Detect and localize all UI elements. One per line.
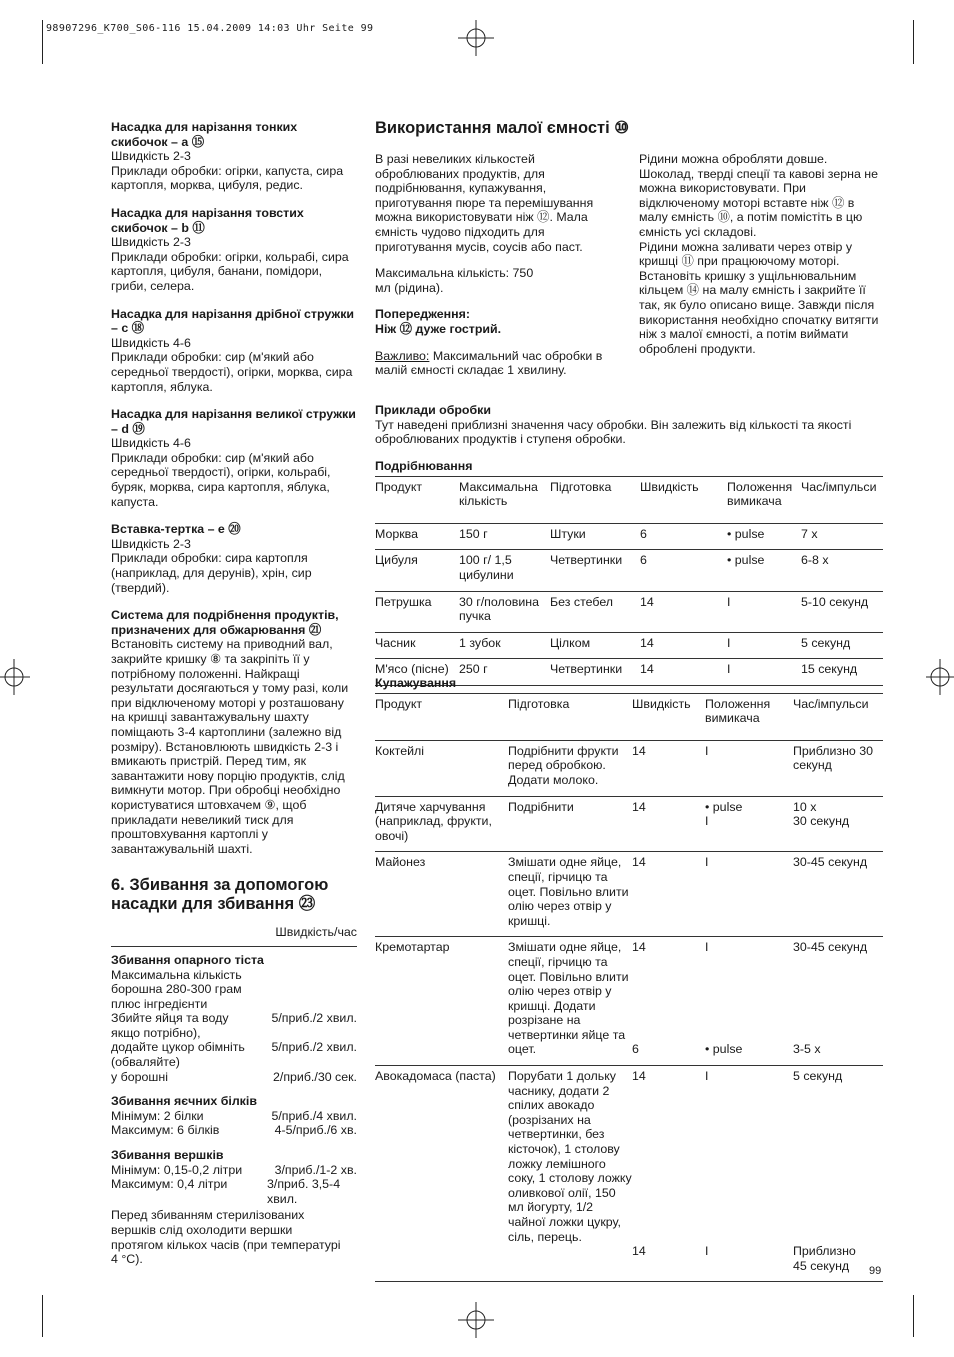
important-label: Важливо:: [375, 348, 430, 363]
cream-speed: 3/приб./1-2 хв.: [274, 1162, 357, 1177]
table-cell: 30-45 секунд 3-5 x: [793, 937, 883, 1066]
table-cell: • pulse I: [705, 796, 793, 852]
table-cell: Штуки: [550, 523, 640, 550]
cream-step: Максимум: 0,4 літри: [111, 1177, 228, 1192]
column-header: Швидкість: [632, 694, 705, 741]
table-cell: Порубати 1 дольку часнику, додати 2 спілих авокадо (розрізаних на четвертинки, без кісточок), 1 столову ложку лемішного соку, 1 столову ложку оливкової олії, 150 мл йогурту, 1/2 чайної ложки цукру, сіль, перець.: [508, 1066, 632, 1282]
important-body: Максимальний час обробки в малій ємності складає 1 хвилину.: [375, 348, 603, 378]
table-row: [375, 550, 883, 591]
table-cell: 14: [632, 796, 705, 852]
section-title: Насадка для нарізання тонких скибочок – а ⑮: [111, 120, 298, 149]
table-cell: Коктейлі: [375, 740, 508, 796]
table-cell: 100 г/ 1,5 цибулини: [459, 550, 550, 591]
table-row: [375, 1066, 883, 1282]
table-cell: 30 г/половина пучка: [459, 591, 550, 632]
section-title: Насадка для нарізання товстих скибочок – b ⑪: [111, 205, 304, 235]
table-cell: 5 секунд: [801, 632, 883, 659]
dough-step: додайте цукор обімніть (обваляйте): [111, 1040, 245, 1070]
table-cell: I: [705, 852, 793, 937]
table-cell: 250 г: [459, 659, 550, 686]
crop-mark: [913, 20, 914, 64]
column-header: Швидкість: [640, 477, 727, 524]
table-row: [375, 591, 883, 632]
chopping-table: [375, 477, 883, 686]
left-column: [111, 120, 357, 1267]
column-header: Швидкість/час: [111, 925, 357, 947]
warning-title: Попередження:: [375, 307, 471, 322]
table-cell: I: [727, 632, 801, 659]
table-cell: 14: [632, 852, 705, 937]
table-cell: 6-8 x: [801, 550, 883, 591]
table-cell: М'ясо (пісне): [375, 659, 459, 686]
table-cell: Змішати одне яйце, спеції, гірчицю та оцет. Повільно влити олію через отвір у кришці. Додати розрізане на четвертинки яйце та оцет.: [508, 937, 632, 1066]
table-cell: 30-45 секунд: [793, 852, 883, 937]
table-cell: I: [727, 591, 801, 632]
examples-text: Приклади обробки: огірки, капуста, сира картопля, морква, цибуля, редис.: [111, 163, 344, 193]
table-row: [375, 632, 883, 659]
table-cell: I I: [705, 1066, 793, 1282]
column-header: Положення вимикача: [705, 694, 793, 741]
table-cell: 1 зубок: [459, 632, 550, 659]
table-cell: Четвертинки: [550, 659, 640, 686]
table-cell: Майонез: [375, 852, 508, 937]
column-header: Продукт: [375, 477, 459, 524]
examples-text: Приклади обробки: сир (м'який або середньої твердості), огірки, морква, сира картопля, яблука.: [111, 350, 353, 394]
table-cell: 10 x 30 секунд: [793, 796, 883, 852]
examples-intro: Тут наведені приблизні значення часу обробки. Він залежить від кількості та якості оброблюваних продуктів і ступеня обробки.: [375, 417, 852, 447]
registration-mark-icon: [458, 20, 494, 56]
cream-note: Перед збиванням стерилізованих вершків слід охолодити вершки протягом кількох часів (при температурі 4 °С).: [111, 1208, 341, 1267]
table-cell: 6: [640, 550, 727, 591]
max-quantity-text: Максимальна кількість: 750 мл (рідина).: [375, 266, 534, 295]
table-title: Купажування: [375, 676, 883, 694]
lid-text: Рідини можна заливати через отвір у кришці ⑪ при працюючому моторі. Встановіть кришку з ущільнювальним кільцем ⑭ на малу ємність і закрийте її так, як було описано вище. Завжди після використання необхідно спочатку витягти ніж з малої ємності, а потім виймати оброблені продукти.: [639, 239, 879, 356]
table-cell: Четвертинки: [550, 550, 640, 591]
table-cell: 14 14: [632, 1066, 705, 1282]
dough-speed: 5/приб./2 хвил.: [271, 1040, 357, 1055]
column-header: Підготовка: [550, 477, 640, 524]
instructions-text: Встановіть систему на приводний вал, закрийте кришку ⑧ та закріпіть її у потрібному положенні. Найкращі результати досягаються у тому разі, коли при відключеному моторі у розташовану на кришці завантажувальну шахту поміщають 3-4 картоплини (залежно від розміру). Встановлюють швидкість 2-3 і вмикають пристрій. Перед тим, як завантажити нову порцію продуктів, слід вимкнути мотор. При обробці необхідно користуватися штовхачем ⑨, щоб прикладати невеликий тиск для проштовхування картоплі у завантажувальній шахті.: [111, 637, 349, 856]
egg-speed: 5/приб./4 хвил.: [271, 1108, 357, 1123]
registration-mark-icon: [458, 1302, 494, 1338]
page-number: 99: [869, 1265, 882, 1277]
table-cell: Часник: [375, 632, 459, 659]
examples-text: Приклади обробки: огірки, кольрабі, сира картопля, цибуля, банани, помідори, гриби, селера.: [111, 249, 349, 293]
table-row: [375, 937, 883, 1066]
speed-text: Швидкість 2-3: [111, 536, 191, 551]
dough-line: Максимальна кількість борошна 280-300 грам плюс інгредієнти: [111, 967, 242, 1011]
egg-step: Максимум: 6 білків: [111, 1123, 220, 1138]
crop-mark: [913, 1295, 914, 1337]
table-row: [375, 740, 883, 796]
section-heading: 6. Збивання за допомогою насадки для збивання ㉓: [111, 876, 329, 913]
table-cell: Цілком: [550, 632, 640, 659]
table-cell: Приблизно 30 секунд: [793, 740, 883, 796]
table-cell: Авокадомаса (паста): [375, 1066, 508, 1282]
egg-speed: 4-5/приб./6 хв.: [274, 1123, 357, 1138]
column-header: Час/імпульси: [793, 694, 883, 741]
column-header: Положення вимикача: [727, 477, 801, 524]
column-header: Продукт: [375, 694, 508, 741]
section-title: Вставка-тертка – е ⑳: [111, 522, 241, 537]
table-cell: • pulse: [727, 523, 801, 550]
examples-text: Приклади обробки: сир (м'який або середньої твердості), огірки, кольрабі, буряк, морква, сира картопля, яблука, капуста.: [111, 450, 331, 509]
print-header: 98907296_K700_S06-116 15.04.2009 14:03 Uhr Seite 99: [46, 23, 374, 34]
column-header: Підготовка: [508, 694, 632, 741]
blending-table: [375, 694, 883, 1283]
table-cell: Змішати одне яйце, спеції, гірчицю та оцет. Повільно влити олію через отвір у кришці.: [508, 852, 632, 937]
intro-text: В разі невеликих кількостей оброблюваних продуктів, для подрібнювання, купажування, приготування пюре та перемішування можна використовувати ніж ⑫. Мала ємність чудово підходить для приготування мусів, соусів або паст.: [375, 152, 594, 254]
section-title: Насадка для нарізання дрібної стружки – с ⑱: [111, 306, 355, 336]
table-cell: 14: [640, 659, 727, 686]
speed-text: Швидкість 4-6: [111, 436, 191, 451]
dough-step: Збийте яйця та воду якщо потрібно),: [111, 1011, 229, 1040]
table-row: [375, 523, 883, 550]
table-cell: Морква: [375, 523, 459, 550]
table-cell: 5-10 секунд: [801, 591, 883, 632]
examples-text: Приклади обробки: сира картопля (наприклад, для дерунів), хрін, сир (твердий).: [111, 551, 312, 595]
dough-speed: 2/приб./30 сек.: [272, 1069, 357, 1084]
crop-mark: [42, 1295, 43, 1337]
registration-mark-icon: [0, 659, 36, 695]
table-cell: • pulse: [727, 550, 801, 591]
table-title: Подрібнювання: [375, 459, 883, 477]
table-row: [375, 852, 883, 937]
subsection-title: Збивання вершків: [111, 1148, 224, 1163]
table-cell: I: [705, 740, 793, 796]
cream-step: Мінімум: 0,15-0,2 літри: [111, 1162, 243, 1177]
table-cell: Кремотартар: [375, 937, 508, 1066]
table-row: [375, 796, 883, 852]
dough-step: у борошні: [111, 1069, 168, 1084]
table-cell: 7 x: [801, 523, 883, 550]
table-cell: 150 г: [459, 523, 550, 550]
table-cell: 14: [640, 591, 727, 632]
table-cell: I: [727, 659, 801, 686]
table-cell: Подрібнити фрукти перед обробкою. Додати молоко.: [508, 740, 632, 796]
subsection-title: Приклади обробки: [375, 403, 491, 417]
table-cell: 5 секунд Приблизно 45 секунд: [793, 1066, 883, 1282]
table-cell: Без стебел: [550, 591, 640, 632]
table-cell: Подрібнити: [508, 796, 632, 852]
table-cell: 15 секунд: [801, 659, 883, 686]
section-title: Система для подрібнення продуктів, призначених для обжарювання ㉑: [111, 608, 339, 637]
table-cell: 14: [640, 632, 727, 659]
table-cell: 14: [632, 740, 705, 796]
crop-mark: [42, 20, 43, 64]
speed-text: Швидкість 2-3: [111, 149, 191, 164]
subsection-title: Збивання яєчних білків: [111, 1094, 257, 1109]
section-heading: Використання малої ємності ⑩: [375, 119, 630, 137]
warning-text: Ніж ⑫ дуже гострий.: [375, 321, 502, 336]
cream-speed: 3/приб. 3,5-4 хвил.: [267, 1177, 341, 1206]
table-cell: 6: [640, 523, 727, 550]
column-header: Максимальна кількість: [459, 477, 550, 524]
speed-text: Швидкість 4-6: [111, 335, 191, 350]
subsection-title: Збивання опарного тіста: [111, 952, 264, 967]
table-cell: Петрушка: [375, 591, 459, 632]
table-cell: Дитяче харчування (наприклад, фрукти, овочі): [375, 796, 508, 852]
table-cell: Цибуля: [375, 550, 459, 591]
column-header: Час/імпульси: [801, 477, 883, 524]
table-cell: 14 6: [632, 937, 705, 1066]
table-cell: I • pulse: [705, 937, 793, 1066]
dough-speed: 5/приб./2 хвил.: [271, 1011, 357, 1026]
important-text: [375, 349, 617, 378]
speed-text: Швидкість 2-3: [111, 235, 191, 250]
section-title: Насадка для нарізання великої стружки – d ⑲: [111, 407, 356, 436]
registration-mark-icon: [920, 659, 954, 695]
egg-step: Мінімум: 2 білки: [111, 1108, 204, 1123]
liquid-text: Рідини можна обробляти довше. Шоколад, тверді спеції та кавові зерна не можна використовувати. При відключеному моторі вставте ніж ⑫ в малу ємність ⑩, а потім помістіть в цю ємність усі складові.: [639, 152, 879, 239]
